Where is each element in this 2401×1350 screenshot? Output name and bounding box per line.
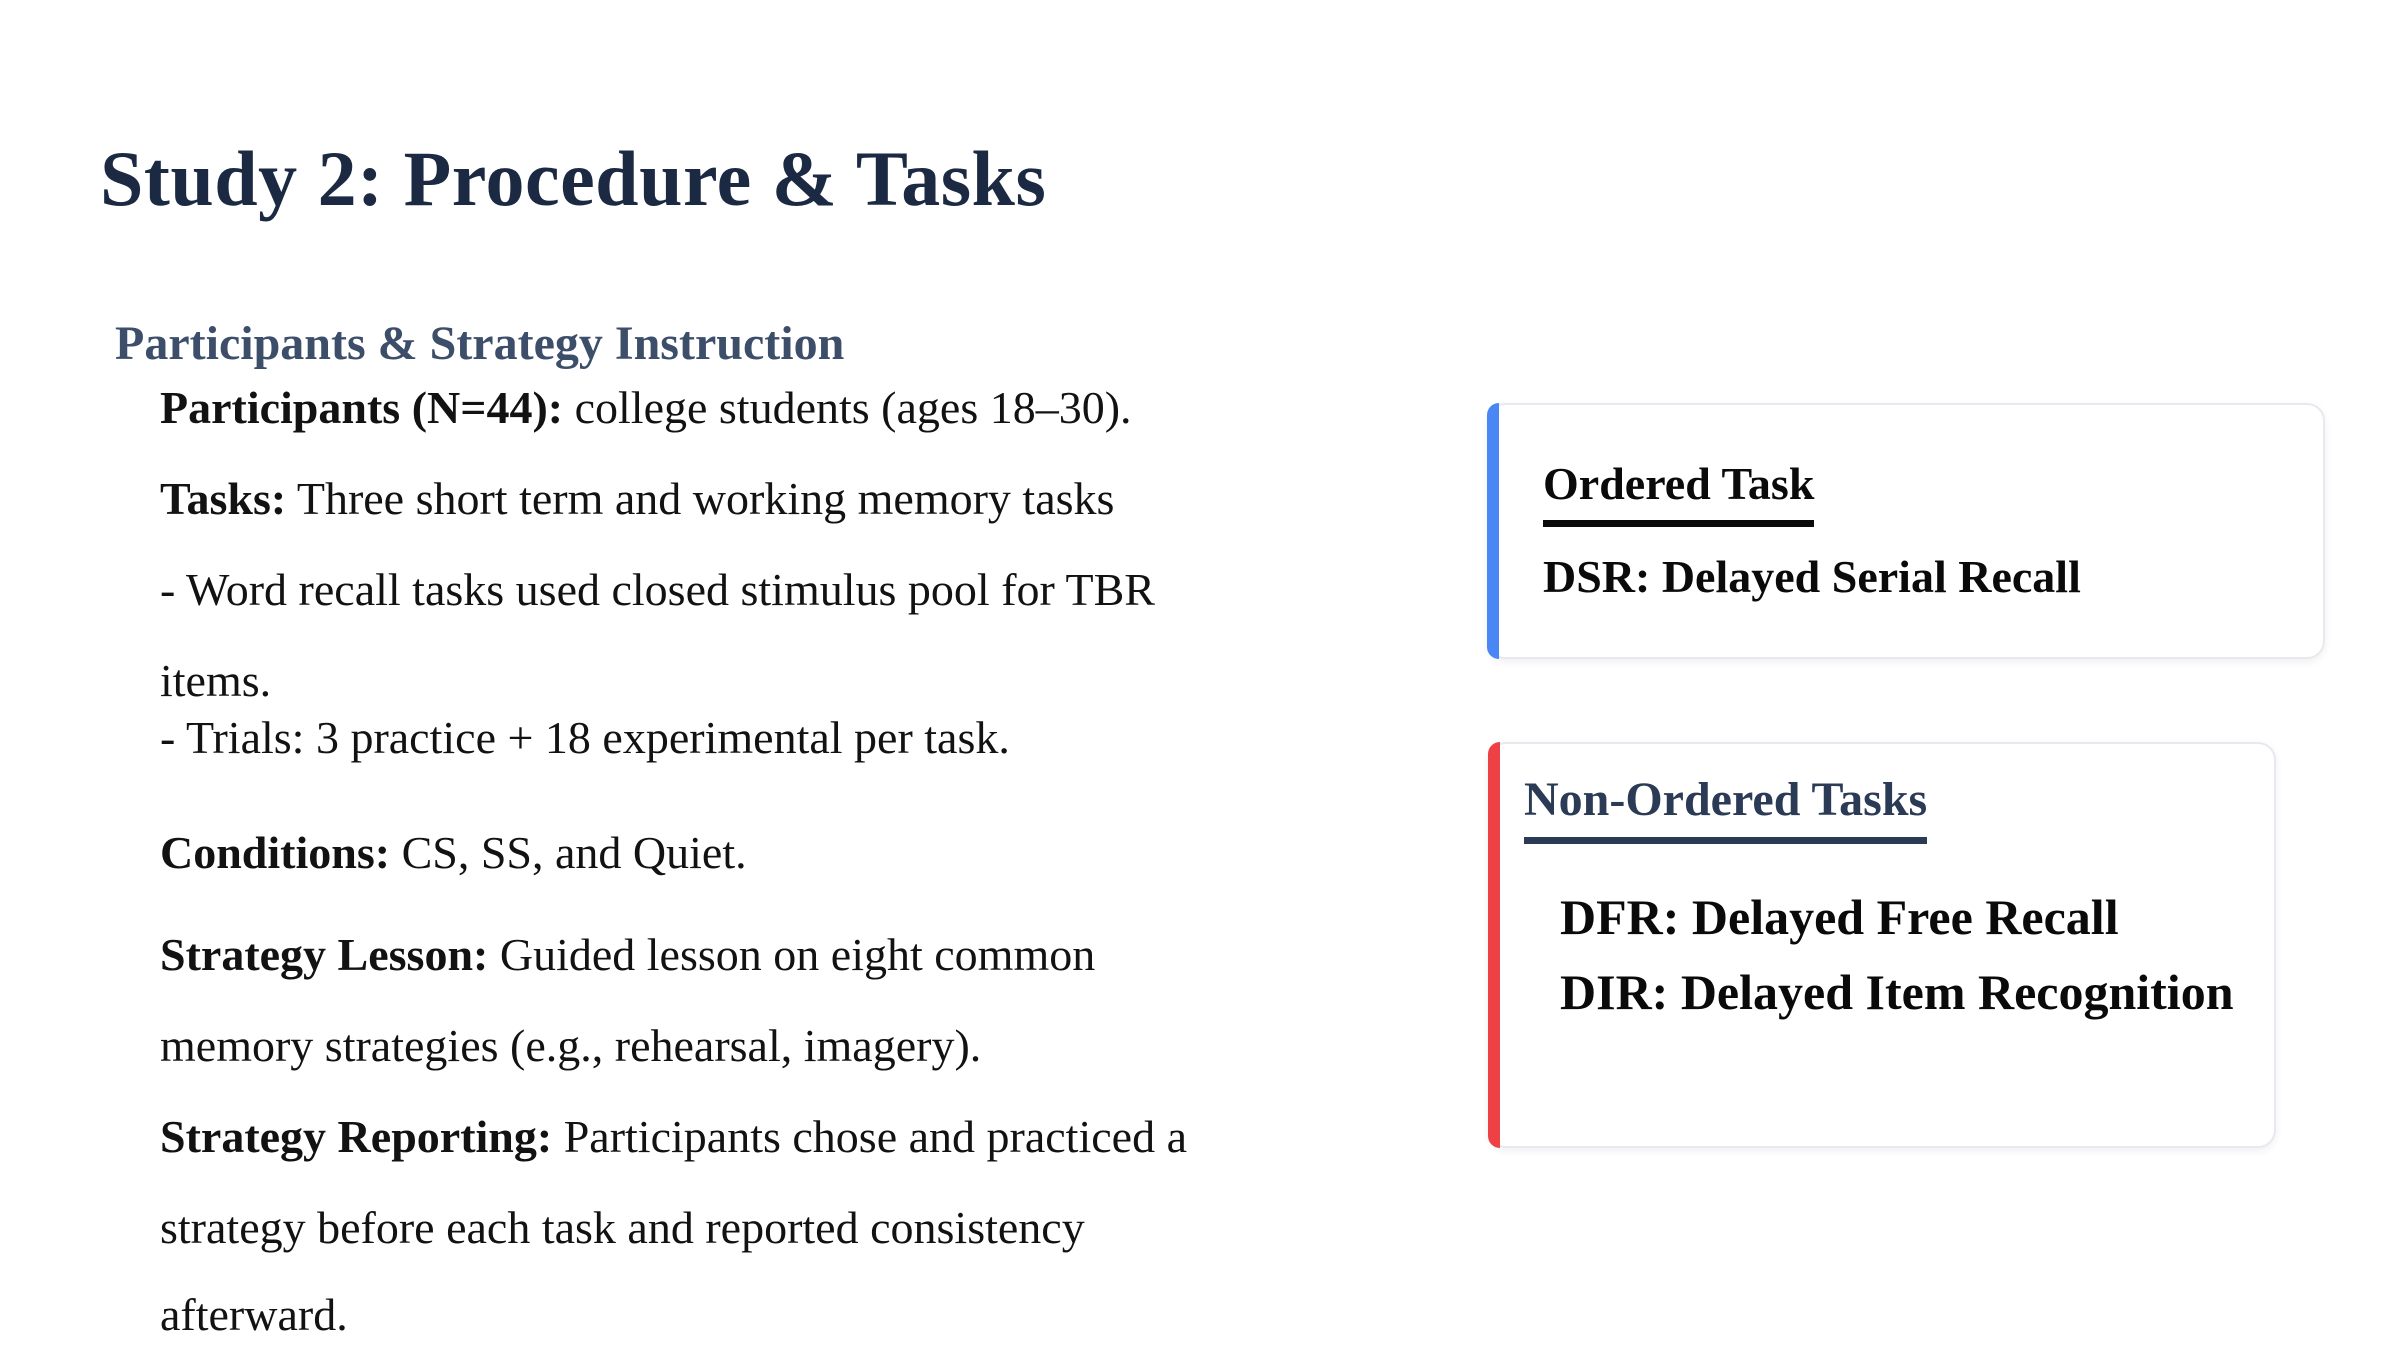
- slide-title: Study 2: Procedure & Tasks: [100, 135, 1047, 223]
- non-ordered-card-item: DIR: Delayed Item Recognition: [1560, 964, 2234, 1020]
- non-ordered-card-item: DFR: Delayed Free Recall: [1560, 889, 2119, 945]
- body-line-text: strategy before each task and reported consistency: [160, 1202, 1085, 1253]
- body-line-text: - Word recall tasks used closed stimulus pool for TBR: [160, 564, 1155, 615]
- body-line: [160, 1000, 1400, 1091]
- body-line: [160, 909, 1400, 1000]
- body-line: [160, 453, 1400, 544]
- ordered-card-item: DSR: Delayed Serial Recall: [1543, 551, 2081, 602]
- body-line-text: afterward.: [160, 1289, 348, 1340]
- non-ordered-card-accent-bar: [1488, 742, 1500, 1148]
- body-line-text: CS, SS, and Quiet.: [390, 827, 747, 878]
- body-line-label: Tasks:: [160, 473, 287, 524]
- body-line: [160, 362, 1400, 453]
- body-line-text: college students (ages 18–30).: [563, 382, 1132, 433]
- body-line-label: Strategy Lesson:: [160, 929, 489, 980]
- body-line-label: Participants (N=44):: [160, 382, 564, 433]
- section-heading: Participants & Strategy Instruction: [115, 316, 845, 370]
- body-line: [160, 1182, 1400, 1273]
- body-line: [160, 692, 1400, 783]
- body-line: [160, 1269, 1400, 1350]
- body-line-text: Guided lesson on eight common: [488, 929, 1096, 980]
- non-ordered-card-items: [1560, 880, 2274, 1030]
- body-line-text: Participants chose and practiced a: [552, 1111, 1187, 1162]
- body-text: [160, 362, 1400, 1350]
- body-line-text: Three short term and working memory tasks: [286, 473, 1115, 524]
- body-line: [160, 544, 1400, 635]
- body-line: [160, 1091, 1400, 1182]
- ordered-card-heading: Ordered Task: [1543, 453, 1814, 527]
- body-line: [160, 807, 1400, 898]
- body-line-text: - Trials: 3 practice + 18 experimental per task.: [160, 712, 1010, 763]
- non-ordered-tasks-card: [1488, 742, 2276, 1148]
- body-line-text: items.: [160, 655, 272, 706]
- ordered-task-card: [1487, 403, 2325, 659]
- ordered-card-accent-bar: [1487, 403, 1499, 659]
- non-ordered-card-heading: Non-Ordered Tasks: [1524, 768, 1927, 844]
- ordered-card-items: [1543, 547, 2323, 607]
- body-line-label: Conditions:: [160, 827, 391, 878]
- body-line-label: Strategy Reporting:: [160, 1111, 553, 1162]
- body-line-text: memory strategies (e.g., rehearsal, imagery).: [160, 1020, 982, 1071]
